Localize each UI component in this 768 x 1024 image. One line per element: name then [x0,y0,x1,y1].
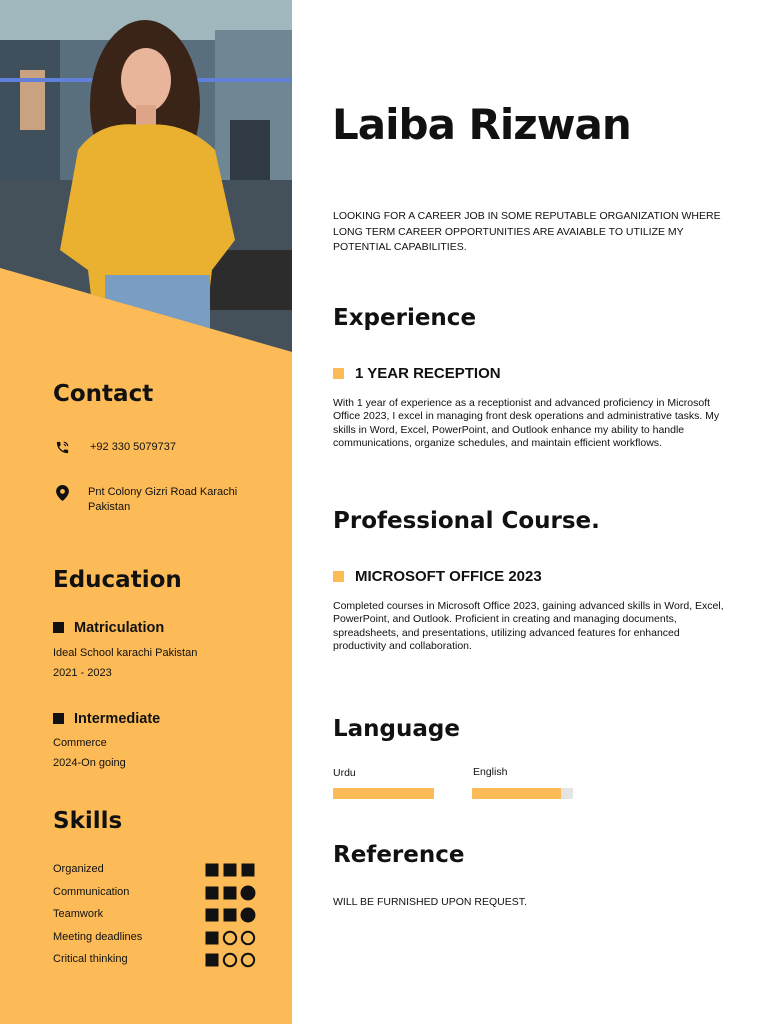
skill-dot-filled [206,864,219,877]
location-pin-icon [56,485,69,501]
education-item-title: Matriculation [53,620,164,636]
education-item-period: 2021 - 2023 [53,667,112,679]
skill-dot-filled [224,887,237,900]
skill-rating [204,952,256,968]
course-title: MICROSOFT OFFICE 2023 [333,568,542,585]
course-description: Completed courses in Microsoft Office 2023, gaining advanced skills in Word, Excel, PowerPoint, and Outlook. Proficient in creating and managing documents, spreadsheets, and presentations, utilizing advanced features for enhanced productivity and collaboration. [333,600,724,653]
skill-dot-empty [224,932,236,944]
skill-rating [204,862,256,878]
education-item-period: 2024-On going [53,757,126,769]
skill-dot-filled [242,864,255,877]
skill-dot-empty [242,954,254,966]
skill-label: Teamwork [53,908,104,920]
skills-heading: Skills [53,808,123,834]
square-bullet-icon [333,571,344,582]
education-item-detail: Commerce [53,737,107,749]
skill-dot-empty [224,954,236,966]
course-heading: Professional Course. [333,508,600,534]
reference-text: WILL BE FURNISHED UPON REQUEST. [333,896,527,908]
address: Pnt Colony Gizri Road Karachi Pakistan [88,486,238,513]
phone-icon [55,440,70,455]
skill-dot-filled [241,886,256,901]
phone-number: +92 330 5079737 [90,441,176,453]
skill-dot-filled [206,887,219,900]
experience-heading: Experience [333,305,477,331]
skill-rating [204,885,256,901]
skill-rating [204,907,256,923]
skill-dot-filled [206,909,219,922]
skill-dot-filled [206,932,219,945]
language-heading: Language [333,716,460,742]
experience-title: 1 YEAR RECEPTION [333,365,501,382]
language-bar-fill [333,788,434,799]
skill-dot-filled [224,909,237,922]
skill-dot-filled [224,864,237,877]
skill-dot-filled [241,908,256,923]
education-heading: Education [53,567,182,593]
experience-description: With 1 year of experience as a receptionist and advanced proficiency in Microsoft Office 2023, I excel in managing front desk operations and administrative tasks. My skills in Word, Excel, PowerPoint, and Outlook enhance my ability to handle communications, organize schedules, and maintain efficient workflows. [333,397,720,450]
language-label: Urdu [333,767,356,779]
reference-heading: Reference [333,842,465,868]
language-bar [472,788,573,799]
contact-heading: Contact [53,381,154,407]
square-bullet-icon [333,368,344,379]
skill-label: Communication [53,886,130,898]
education-item-title: Intermediate [53,711,160,727]
skill-label: Critical thinking [53,953,128,965]
profile-photo [0,0,292,352]
square-bullet-icon [53,713,64,724]
language-bar-fill [472,788,561,799]
education-item-detail: Ideal School karachi Pakistan [53,647,198,659]
skill-label: Meeting deadlines [53,931,143,943]
skill-dot-empty [242,932,254,944]
language-bar [333,788,434,799]
skill-dot-filled [206,954,219,967]
square-bullet-icon [53,622,64,633]
career-summary: LOOKING FOR A CAREER JOB IN SOME REPUTABLE ORGANIZATION WHERE LONG TERM CAREER OPPORTUNITIES ARE AVAIABLE TO UTILIZE MY POTENTIAL CAPABILITIES. [333,210,721,253]
skill-label: Organized [53,863,104,875]
candidate-name: Laiba Rizwan [332,100,631,149]
sidebar [0,0,292,1024]
skill-rating [204,930,256,946]
language-label: English [473,766,508,778]
